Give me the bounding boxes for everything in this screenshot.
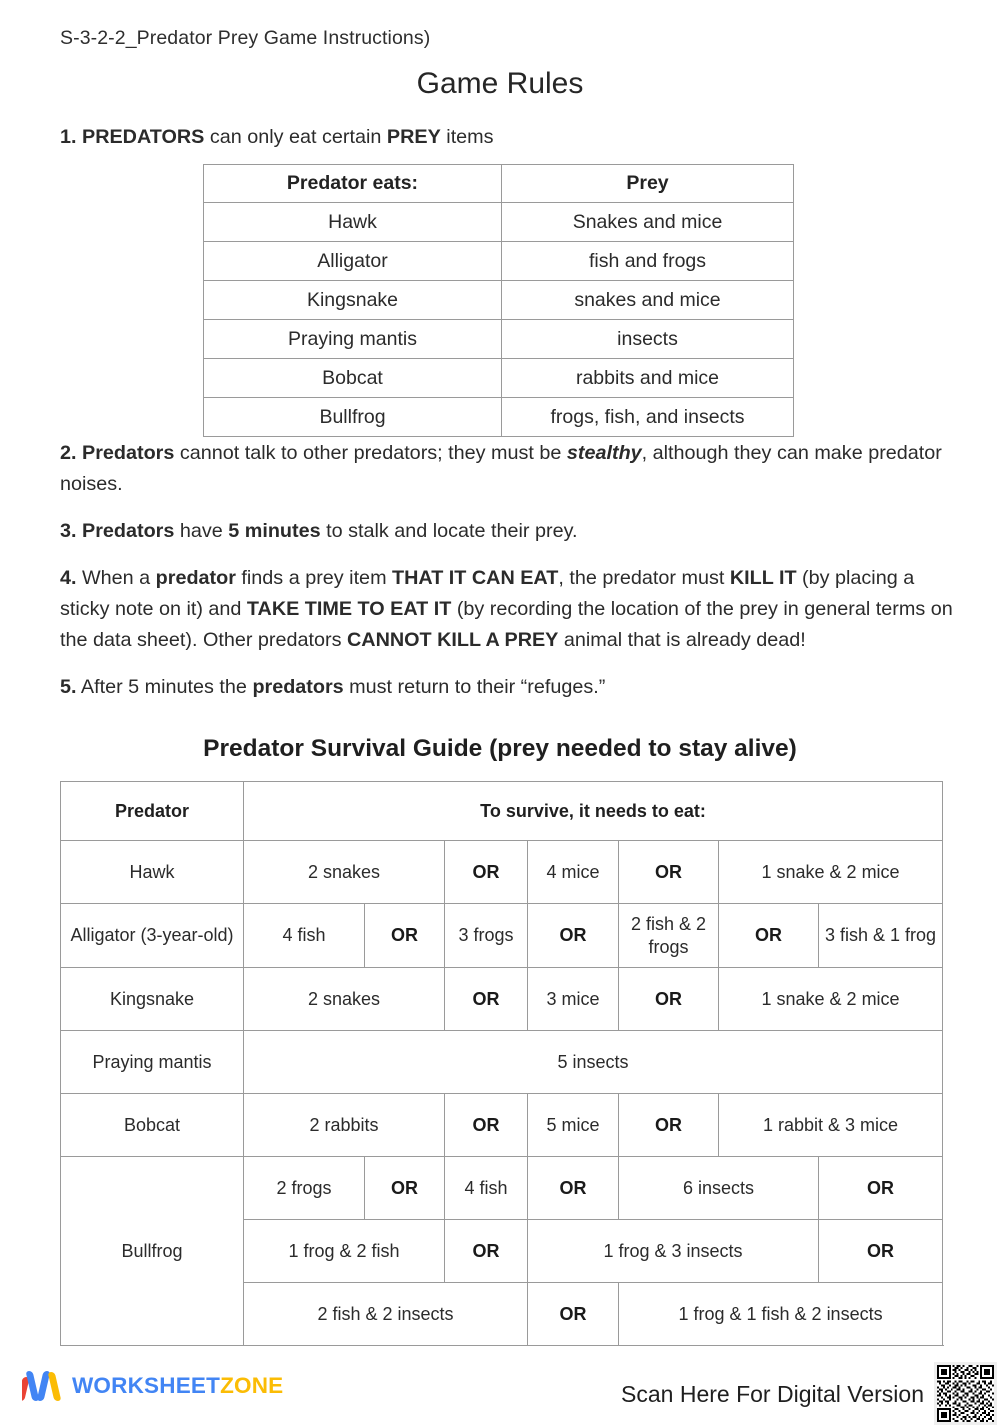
- survival-kingsnake-or2: OR: [619, 968, 719, 1031]
- survival-bullfrog-l1-or1: OR: [365, 1157, 445, 1220]
- survival-kingsnake-opt1: 2 snakes: [244, 968, 445, 1031]
- rules-list: [60, 438, 958, 703]
- prey-table: [203, 164, 794, 437]
- rule-2-number: 2.: [60, 442, 77, 464]
- prey-table-wrapper: [203, 164, 793, 437]
- rule-1-bold-prey: PREY: [386, 126, 441, 148]
- qr-code-icon: [937, 1365, 994, 1422]
- table-row: [61, 841, 943, 904]
- rule-4-bold-kill-it: KILL IT: [729, 567, 797, 589]
- rule-5-number: 5.: [60, 676, 77, 698]
- rule-4-seg3: , the predator must: [558, 567, 730, 589]
- document-code: S-3-2-2_Predator Prey Game Instructions): [60, 27, 431, 49]
- survival-alligator-or1: OR: [365, 904, 445, 968]
- prey-table-prey: snakes and mice: [502, 281, 794, 320]
- survival-predator-bobcat: Bobcat: [61, 1094, 244, 1157]
- table-row: [204, 242, 794, 281]
- rule-4-seg1: When a: [76, 567, 156, 589]
- survival-bullfrog-l1-opt1: 2 frogs: [244, 1157, 365, 1220]
- rule-2-bold: Predators: [82, 442, 175, 464]
- rule-1-number: 1.: [60, 126, 77, 148]
- survival-hawk-opt1: 2 snakes: [244, 841, 445, 904]
- rule-4-seg2: finds a prey item: [235, 567, 393, 589]
- survival-bullfrog-l1-or3: OR: [819, 1157, 943, 1220]
- rule-4-bold-predator: predator: [155, 567, 236, 589]
- survival-alligator-opt1: 4 fish: [244, 904, 365, 968]
- survival-table-wrapper: [60, 781, 942, 1346]
- survival-bobcat-or1: OR: [445, 1094, 528, 1157]
- survival-bullfrog-l3-opt2: 1 frog & 1 fish & 2 insects: [619, 1283, 943, 1346]
- survival-predator-hawk: Hawk: [61, 841, 244, 904]
- survival-bullfrog-l3-or1: OR: [528, 1283, 619, 1346]
- survival-predator-alligator: Alligator (3-year-old): [61, 904, 244, 968]
- prey-table-predator: Praying mantis: [204, 320, 502, 359]
- survival-hawk-or2: OR: [619, 841, 719, 904]
- prey-table-predator: Hawk: [204, 203, 502, 242]
- rule-3: [60, 516, 958, 547]
- survival-guide-table: [60, 781, 943, 1346]
- table-row: [61, 968, 943, 1031]
- survival-bullfrog-l2-opt1: 1 frog & 2 fish: [244, 1220, 445, 1283]
- survival-predator-praying-mantis: Praying mantis: [61, 1031, 244, 1094]
- survival-bobcat-opt1: 2 rabbits: [244, 1094, 445, 1157]
- rule-3-mid: have: [174, 520, 229, 542]
- table-row: [61, 904, 943, 968]
- prey-table-prey: frogs, fish, and insects: [502, 398, 794, 437]
- rule-1-mid: can only eat certain: [204, 126, 387, 148]
- rule-4-bold-take-time: TAKE TIME TO EAT IT: [246, 598, 452, 620]
- survival-bullfrog-l1-opt2: 4 fish: [445, 1157, 528, 1220]
- worksheet-zone-logo-text: [72, 1372, 284, 1398]
- rule-1-bold-predators: PREDATORS: [82, 126, 205, 148]
- rules-intro: [60, 122, 952, 153]
- rule-1: [60, 122, 952, 153]
- scan-instruction-text: Scan Here For Digital Version: [621, 1381, 924, 1407]
- rule-4-number: 4.: [60, 567, 77, 589]
- prey-table-prey: Snakes and mice: [502, 203, 794, 242]
- rule-3-number: 3.: [60, 520, 77, 542]
- table-row: [61, 1094, 943, 1157]
- rule-2-tail: , although they can make predator noises.: [60, 442, 942, 495]
- table-row: [204, 320, 794, 359]
- survival-predator-bullfrog: Bullfrog: [61, 1157, 244, 1346]
- qr-code[interactable]: [934, 1362, 997, 1425]
- survival-header-eat: To survive, it needs to eat:: [244, 782, 943, 841]
- table-row: [61, 1157, 943, 1220]
- survival-hawk-opt3: 1 snake & 2 mice: [719, 841, 943, 904]
- rule-5: [60, 672, 958, 703]
- table-row: [204, 359, 794, 398]
- table-row: [204, 203, 794, 242]
- survival-kingsnake-opt2: 3 mice: [528, 968, 619, 1031]
- logo-word-zone: ZONE: [220, 1372, 284, 1398]
- survival-hawk-opt2: 4 mice: [528, 841, 619, 904]
- prey-table-prey: insects: [502, 320, 794, 359]
- rule-4: [60, 563, 958, 656]
- survival-bobcat-or2: OR: [619, 1094, 719, 1157]
- survival-bobcat-opt2: 5 mice: [528, 1094, 619, 1157]
- rule-4-bold-cannot-kill: CANNOT KILL A PREY: [347, 629, 559, 651]
- prey-table-prey: rabbits and mice: [502, 359, 794, 398]
- table-row: [61, 1031, 943, 1094]
- survival-alligator-opt3: 2 fish & 2 frogs: [619, 904, 719, 968]
- prey-table-predator: Bobcat: [204, 359, 502, 398]
- worksheet-zone-logo[interactable]: [22, 1368, 283, 1404]
- table-row: [61, 782, 943, 841]
- rule-3-bold: Predators: [82, 520, 175, 542]
- prey-table-predator: Bullfrog: [204, 398, 502, 437]
- survival-alligator-or2: OR: [528, 904, 619, 968]
- rule-5-seg2: must return to their “refuges.”: [343, 676, 606, 698]
- survival-bullfrog-l1-opt3: 6 insects: [619, 1157, 819, 1220]
- survival-hawk-or1: OR: [445, 841, 528, 904]
- prey-table-header-row: [204, 165, 794, 203]
- survival-kingsnake-or1: OR: [445, 968, 528, 1031]
- worksheet-zone-logo-icon: [22, 1369, 66, 1403]
- rule-5-seg1: After 5 minutes the: [76, 676, 253, 698]
- rule-2-mid: cannot talk to other predators; they must be: [174, 442, 567, 464]
- survival-alligator-or3: OR: [719, 904, 819, 968]
- survival-bullfrog-l2-or1: OR: [445, 1220, 528, 1283]
- rule-3-tail: to stalk and locate their prey.: [320, 520, 578, 542]
- rule-1-tail: items: [440, 126, 494, 148]
- rule-5-bold-predators: predators: [252, 676, 344, 698]
- rule-4-bold-can-eat: THAT IT CAN EAT: [392, 567, 559, 589]
- rule-4-seg6: animal that is already dead!: [558, 629, 806, 651]
- survival-kingsnake-opt3: 1 snake & 2 mice: [719, 968, 943, 1031]
- survival-bullfrog-l2-opt2: 1 frog & 3 insects: [528, 1220, 819, 1283]
- prey-table-header-prey: Prey: [502, 165, 794, 203]
- survival-alligator-opt2: 3 frogs: [445, 904, 528, 968]
- rule-2: [60, 438, 958, 500]
- survival-alligator-opt4: 3 fish & 1 frog: [819, 904, 943, 968]
- table-row: [204, 398, 794, 437]
- survival-bobcat-opt3: 1 rabbit & 3 mice: [719, 1094, 943, 1157]
- page-title: Game Rules: [416, 67, 584, 100]
- survival-predator-kingsnake: Kingsnake: [61, 968, 244, 1031]
- survival-bullfrog-l3-opt1: 2 fish & 2 insects: [244, 1283, 528, 1346]
- prey-table-header-predator: Predator eats:: [204, 165, 502, 203]
- survival-praying-mantis-opt1: 5 insects: [244, 1031, 943, 1094]
- logo-word-worksheet: WORKSHEET: [72, 1372, 221, 1398]
- prey-table-predator: Kingsnake: [204, 281, 502, 320]
- survival-header-predator: Predator: [61, 782, 244, 841]
- rule-4-seg4: (by placing a sticky note on it) and: [60, 567, 915, 620]
- prey-table-prey: fish and frogs: [502, 242, 794, 281]
- prey-table-predator: Alligator: [204, 242, 502, 281]
- page-footer: [0, 1360, 1000, 1414]
- table-row: [204, 281, 794, 320]
- rule-4-seg5: (by recording the location of the prey in general terms on the data sheet). Other predators: [60, 598, 953, 651]
- survival-bullfrog-l1-or2: OR: [528, 1157, 619, 1220]
- rule-2-italic-stealthy: stealthy: [566, 442, 642, 464]
- survival-bullfrog-l2-or2: OR: [819, 1220, 943, 1283]
- rule-3-bold-time: 5 minutes: [228, 520, 321, 542]
- survival-guide-title: Predator Survival Guide (prey needed to stay alive): [203, 735, 797, 762]
